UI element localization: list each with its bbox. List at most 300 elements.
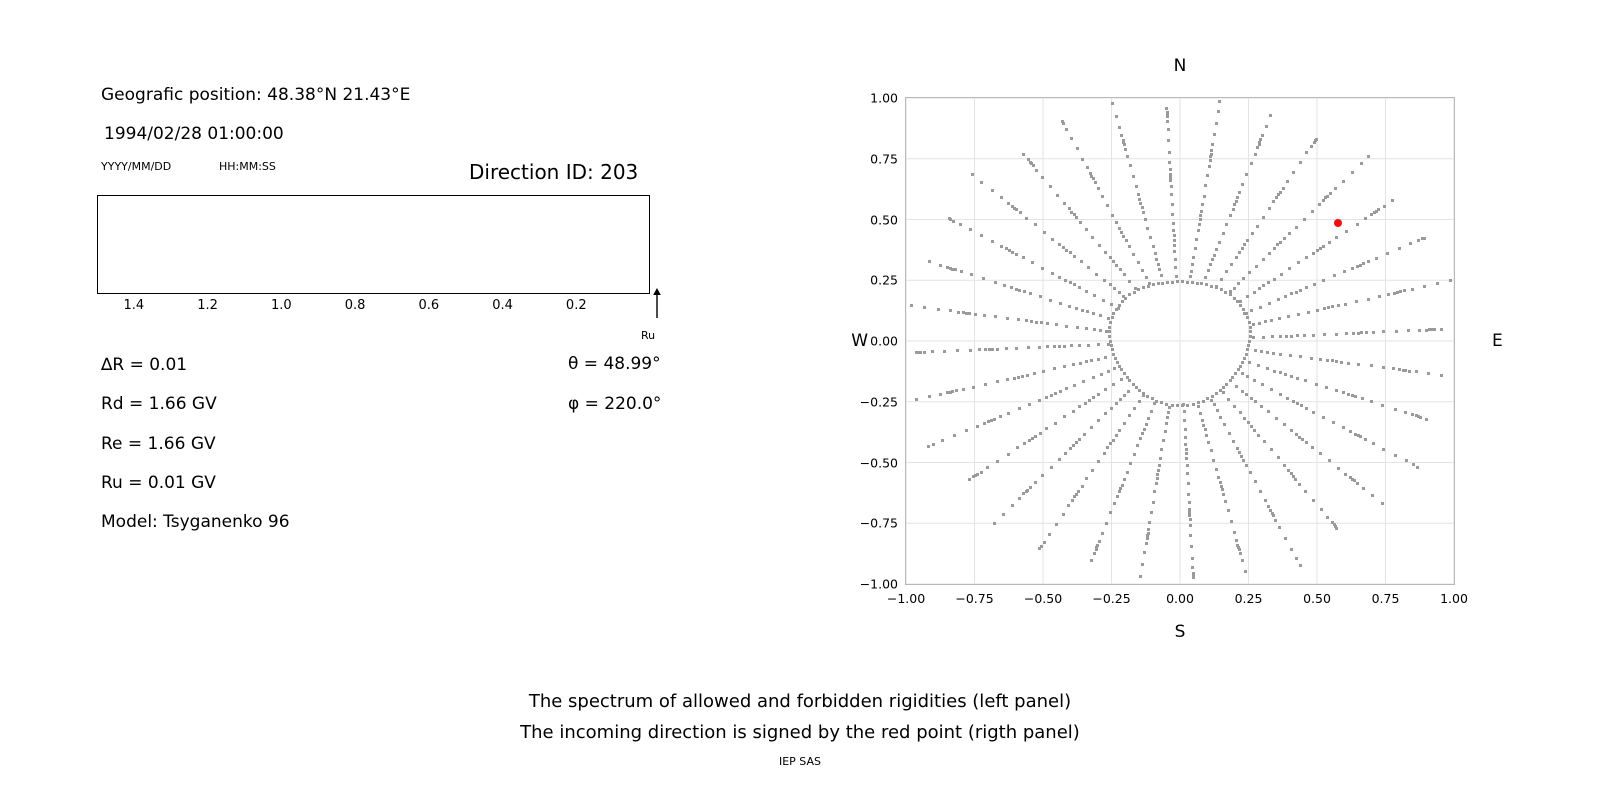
sky-map-direction-point — [1142, 286, 1145, 289]
sky-map-direction-point — [1392, 367, 1395, 370]
param-rd: Rd = 1.66 GV — [101, 394, 217, 414]
sky-map-direction-point — [1174, 266, 1177, 269]
sky-map-direction-point — [1205, 283, 1208, 286]
sky-map-direction-point — [1252, 323, 1255, 326]
sky-map-direction-point — [1331, 359, 1334, 362]
sky-map-direction-point — [1120, 134, 1123, 137]
sky-map-direction-point — [984, 348, 987, 351]
sky-map-direction-point — [1005, 247, 1008, 250]
sky-map-direction-point — [1154, 252, 1157, 255]
sky-map-direction-point — [1099, 314, 1102, 317]
sky-map-direction-point — [1250, 397, 1253, 400]
sky-map-direction-point — [1436, 282, 1439, 285]
param-ru: Ru = 0.01 GV — [101, 473, 216, 493]
sky-map-direction-point — [1215, 286, 1218, 289]
sky-map-direction-point — [1068, 207, 1071, 210]
sky-map-direction-point — [1109, 340, 1112, 343]
sky-map-x-tick: 0.25 — [1234, 591, 1263, 606]
sky-map-direction-point — [932, 443, 935, 446]
sky-map-direction-point — [1183, 419, 1186, 422]
sky-map-direction-point — [1404, 411, 1407, 414]
sky-map-direction-point — [1112, 383, 1115, 386]
sky-map-direction-point — [1115, 115, 1118, 118]
sky-map-direction-point — [923, 306, 926, 309]
sky-map-direction-point — [1382, 448, 1385, 451]
sky-map-direction-point — [957, 311, 960, 314]
sky-map-direction-point — [1267, 281, 1270, 284]
sky-map-direction-point — [1298, 483, 1301, 486]
sky-map-direction-point — [1043, 231, 1046, 234]
sky-map-direction-point — [1419, 416, 1422, 419]
direction-id-label: Direction ID: 203 — [469, 160, 639, 184]
sky-map-direction-point — [1069, 251, 1072, 254]
sky-map-direction-point — [1236, 447, 1239, 450]
param-phi: φ = 220.0° — [568, 394, 662, 414]
sky-map-direction-point — [1123, 478, 1126, 481]
sky-map-direction-point — [1349, 430, 1352, 433]
sky-map-direction-point — [1261, 383, 1264, 386]
sky-map-direction-point — [1133, 407, 1136, 410]
sky-map-direction-point — [1104, 251, 1107, 254]
sky-map-direction-point — [1176, 404, 1179, 407]
sky-map-direction-point — [1072, 410, 1075, 413]
sky-map-direction-point — [1305, 286, 1308, 289]
sky-map-direction-point — [1315, 383, 1318, 386]
sky-map-plot — [851, 56, 1503, 642]
sky-map-direction-point — [1322, 279, 1325, 282]
sky-map-direction-point — [1405, 459, 1408, 462]
sky-map-direction-point — [1335, 360, 1338, 363]
sky-map-x-tick: 0.00 — [1166, 591, 1194, 606]
sky-map-direction-point — [1146, 537, 1149, 540]
sky-map-direction-point — [1143, 428, 1146, 431]
sky-map-direction-point — [1296, 377, 1299, 380]
sky-map-direction-point — [1093, 294, 1096, 297]
sky-map-direction-point — [962, 388, 965, 391]
sky-map-direction-point — [1169, 176, 1172, 179]
sky-map-direction-point — [1192, 256, 1195, 259]
sky-map-direction-point — [1055, 523, 1058, 526]
sky-map-direction-point — [1247, 344, 1250, 347]
sky-map-direction-point — [1246, 316, 1249, 319]
sky-map-x-tick: 1.00 — [1440, 591, 1468, 606]
spectrum-x-tick: 0.6 — [418, 298, 440, 313]
sky-map-y-tick: −0.25 — [859, 394, 898, 410]
sky-map-direction-point — [1181, 280, 1184, 283]
sky-map-direction-point — [1236, 300, 1239, 303]
sky-map-direction-point — [1111, 214, 1114, 217]
sky-map-direction-point — [1062, 246, 1065, 249]
sky-map-x-tick: −0.25 — [1092, 591, 1131, 606]
sky-map-direction-point — [1241, 361, 1244, 364]
sky-map-direction-point — [1278, 317, 1281, 320]
sky-map-direction-point — [1344, 303, 1347, 306]
sky-map-direction-point — [1229, 379, 1232, 382]
sky-map-direction-point — [1250, 309, 1253, 312]
sky-map-direction-point — [1164, 430, 1167, 433]
sky-map-direction-point — [969, 228, 972, 231]
sky-map-direction-point — [999, 415, 1002, 418]
sky-map-direction-point — [1310, 145, 1313, 148]
sky-map-direction-point — [1408, 370, 1411, 373]
sky-map-direction-point — [1332, 421, 1335, 424]
sky-map-direction-point — [1208, 165, 1211, 168]
compass-south-label: S — [1174, 622, 1186, 642]
sky-map-direction-point — [1003, 284, 1006, 287]
sky-map-direction-point — [1075, 441, 1078, 444]
sky-map-direction-point — [1097, 419, 1100, 422]
sky-map-direction-point — [1124, 297, 1127, 300]
sky-map-direction-point — [1234, 372, 1237, 375]
caption — [0, 686, 1600, 748]
sky-map-direction-point — [1129, 462, 1132, 465]
sky-map-direction-point — [1118, 227, 1121, 230]
sky-map-direction-point — [1303, 218, 1306, 221]
sky-map-direction-point — [1070, 137, 1073, 140]
sky-map-direction-point — [1086, 310, 1089, 313]
sky-map-direction-point — [983, 314, 986, 317]
sky-map-direction-point — [1111, 348, 1114, 351]
sky-map-direction-point — [1157, 263, 1160, 266]
sky-map-direction-point — [1013, 377, 1016, 380]
sky-map-direction-point — [1304, 379, 1307, 382]
sky-map-direction-point — [1097, 393, 1100, 396]
sky-map-direction-point — [1112, 353, 1115, 356]
sky-map-direction-point — [1222, 391, 1225, 394]
sky-map-direction-point — [968, 312, 971, 315]
sky-map-direction-point — [1265, 125, 1268, 128]
rigidity-spectrum-x-axis — [97, 294, 650, 344]
sky-map-direction-point — [1351, 171, 1354, 174]
sky-map-direction-point — [939, 393, 942, 396]
sky-map-direction-point — [1170, 185, 1173, 188]
sky-map-direction-point — [1356, 223, 1359, 226]
sky-map-direction-point — [1029, 292, 1032, 295]
sky-map-direction-point — [1076, 326, 1079, 329]
sky-map-direction-point — [1356, 482, 1359, 485]
sky-map-direction-point — [1048, 533, 1051, 536]
sky-map-direction-point — [1215, 468, 1218, 471]
sky-map-y-tick: 0.25 — [870, 272, 898, 288]
sky-map-direction-point — [1267, 505, 1270, 508]
sky-map-direction-point — [1225, 383, 1228, 386]
sky-map-direction-point — [1211, 143, 1214, 146]
selected-direction-marker[interactable] — [1334, 219, 1342, 227]
sky-map-direction-point — [1320, 508, 1323, 511]
sky-map-direction-point — [1159, 457, 1162, 460]
sky-map-direction-point — [1367, 155, 1370, 158]
sky-map-direction-point — [1041, 474, 1044, 477]
sky-map-direction-point — [1191, 281, 1194, 284]
sky-map-direction-point — [1372, 331, 1375, 334]
sky-map-direction-point — [1145, 542, 1148, 545]
sky-map-direction-point — [1115, 434, 1118, 437]
sky-map-direction-point — [1173, 250, 1176, 253]
spectrum-x-tick: 1.2 — [197, 298, 218, 313]
sky-map-direction-point — [996, 380, 999, 383]
sky-map-direction-point — [1156, 477, 1159, 480]
sky-map-direction-point — [1433, 328, 1436, 331]
sky-map-direction-point — [1109, 442, 1112, 445]
sky-map-direction-point — [1128, 293, 1131, 296]
sky-map-direction-point — [1092, 376, 1095, 379]
sky-map-direction-point — [1245, 312, 1248, 315]
sky-map-direction-point — [1063, 202, 1066, 205]
sky-map-direction-point — [1217, 110, 1220, 113]
sky-map-direction-point — [1049, 185, 1052, 188]
sky-map-direction-point — [1329, 192, 1332, 195]
sky-map-direction-point — [962, 311, 965, 314]
sky-map-direction-point — [1340, 361, 1343, 364]
sky-map-direction-point — [1267, 410, 1270, 413]
sky-map-direction-point — [1236, 196, 1239, 199]
sky-map-direction-point — [1085, 477, 1088, 480]
sky-map-direction-point — [1123, 394, 1126, 397]
sky-map-direction-point — [1360, 162, 1363, 165]
sky-map-direction-point — [1184, 436, 1187, 439]
sky-map-direction-point — [1142, 211, 1145, 214]
sky-map-direction-point — [1277, 456, 1280, 459]
sky-map-direction-point — [1194, 247, 1197, 250]
sky-map-direction-point — [1092, 396, 1095, 399]
sky-map-direction-point — [1316, 309, 1319, 312]
sky-map-direction-point — [952, 220, 955, 223]
sky-map-direction-point — [1095, 273, 1098, 276]
sky-map-direction-point — [1290, 335, 1293, 338]
sky-map-direction-point — [1243, 357, 1246, 360]
sky-map-direction-point — [1045, 396, 1048, 399]
sky-map-direction-point — [1351, 394, 1354, 397]
sky-map-direction-point — [1218, 241, 1221, 244]
sky-map-direction-point — [1367, 260, 1370, 263]
sky-map-direction-point — [1015, 253, 1018, 256]
sky-map-direction-point — [1126, 155, 1129, 158]
left-panel — [0, 0, 760, 660]
sky-map-direction-point — [1262, 336, 1265, 339]
sky-map-direction-point — [1237, 282, 1240, 285]
sky-map-direction-point — [1283, 423, 1286, 426]
sky-map-direction-point — [1116, 495, 1119, 498]
param-theta: θ = 48.99° — [568, 354, 661, 374]
sky-map-direction-point — [1335, 527, 1338, 530]
sky-map-direction-point — [1160, 448, 1163, 451]
sky-map-direction-point — [1351, 267, 1354, 270]
sky-map-direction-point — [1299, 355, 1302, 358]
sky-map-direction-point — [1235, 200, 1238, 203]
sky-map-direction-point — [1279, 335, 1282, 338]
sky-map-direction-point — [1112, 439, 1115, 442]
sky-map-points — [906, 98, 1454, 584]
caption-line-2: The incoming direction is signed by the red point (rigth panel) — [520, 722, 1080, 743]
sky-map-direction-point — [1290, 375, 1293, 378]
sky-map-direction-point — [1325, 386, 1328, 389]
sky-map-direction-point — [1225, 270, 1228, 273]
sky-map-direction-point — [965, 312, 968, 315]
sky-map-direction-point — [1241, 372, 1244, 375]
sky-map-direction-point — [978, 348, 981, 351]
sky-map-direction-point — [1319, 358, 1322, 361]
sky-map-y-tick: −0.50 — [859, 455, 898, 470]
sky-map-direction-point — [1213, 133, 1216, 136]
sky-map-direction-point — [1135, 185, 1138, 188]
ru-marker-arrow-icon — [650, 288, 664, 318]
sky-map-direction-point — [1213, 403, 1216, 406]
sky-map-direction-point — [1311, 446, 1314, 449]
sky-map-direction-point — [1085, 228, 1088, 231]
sky-map-direction-point — [1254, 400, 1257, 403]
sky-map-direction-point — [1271, 335, 1274, 338]
sky-map-direction-point — [1103, 452, 1106, 455]
sky-map-direction-point — [1005, 347, 1008, 350]
sky-map-direction-point — [1050, 394, 1053, 397]
sky-map-direction-point — [1394, 454, 1397, 457]
sky-map-direction-point — [1099, 329, 1102, 332]
sky-map-direction-point — [1137, 288, 1140, 291]
sky-map-direction-point — [1195, 238, 1198, 241]
sky-map-direction-point — [1187, 493, 1190, 496]
sky-map-direction-point — [1423, 285, 1426, 288]
sky-map-direction-point — [1185, 452, 1188, 455]
sky-map-direction-point — [1273, 370, 1276, 373]
footer-credit: IEP SAS — [778, 755, 822, 768]
sky-map-direction-point — [1069, 281, 1072, 284]
sky-map-direction-point — [1122, 235, 1125, 238]
sky-map-direction-point — [1175, 275, 1178, 278]
datetime-label: 1994/02/28 01:00:00 — [104, 124, 284, 144]
sky-map-direction-point — [970, 273, 973, 276]
sky-map-direction-point — [1088, 399, 1091, 402]
sky-map-direction-point — [1138, 389, 1141, 392]
sky-map-direction-point — [1123, 422, 1126, 425]
sky-map-direction-point — [1220, 288, 1223, 291]
sky-map-direction-point — [1312, 411, 1315, 414]
sky-map-direction-point — [1008, 249, 1011, 252]
sky-map-direction-point — [1225, 223, 1228, 226]
sky-map-direction-point — [1145, 276, 1148, 279]
sky-map-direction-point — [1138, 198, 1141, 201]
sky-map-direction-point — [1092, 312, 1095, 315]
sky-map-direction-point — [1219, 389, 1222, 392]
sky-map-direction-point — [1026, 374, 1029, 377]
sky-map-direction-point — [1022, 256, 1025, 259]
sky-map-direction-point — [990, 419, 993, 422]
sky-map-direction-point — [931, 350, 934, 353]
sky-map-direction-point — [1218, 100, 1221, 103]
sky-map-direction-point — [1220, 278, 1223, 281]
sky-map-direction-point — [1141, 206, 1144, 209]
sky-map-direction-point — [1128, 245, 1131, 248]
sky-map-direction-point — [1244, 570, 1247, 573]
sky-map-direction-point — [1279, 393, 1282, 396]
sky-map-direction-point — [1232, 440, 1235, 443]
sky-map-direction-point — [980, 181, 983, 184]
sky-map-direction-point — [1378, 295, 1381, 298]
sky-map-direction-point — [1155, 258, 1158, 261]
sky-map-x-tick: 0.50 — [1303, 591, 1331, 606]
sky-map-direction-point — [1256, 146, 1259, 149]
sky-map-direction-point — [1399, 290, 1402, 293]
sky-map-direction-point — [1108, 335, 1111, 338]
sky-map-direction-point — [1253, 429, 1256, 432]
sky-map-direction-point — [1342, 391, 1345, 394]
sky-map-direction-point — [1064, 279, 1067, 282]
sky-map-direction-point — [1059, 390, 1062, 393]
sky-map-direction-point — [1115, 264, 1118, 267]
sky-map-direction-point — [1070, 211, 1073, 214]
sky-map-direction-point — [1176, 280, 1179, 283]
sky-map-direction-point — [1167, 411, 1170, 414]
sky-map-direction-point — [1022, 153, 1025, 156]
sky-map-direction-point — [969, 349, 972, 352]
sky-map-direction-point — [1283, 237, 1286, 240]
sky-map-direction-point — [1247, 421, 1250, 424]
sky-map-direction-point — [1382, 366, 1385, 369]
sky-map-direction-point — [1319, 452, 1322, 455]
sky-map-direction-point — [1126, 376, 1129, 379]
sky-map-direction-point — [1200, 210, 1203, 213]
sky-map-direction-point — [1031, 261, 1034, 264]
sky-map-direction-point — [1167, 139, 1170, 142]
sky-map-direction-point — [1221, 488, 1224, 491]
spectrum-x-tick: 0.2 — [565, 298, 587, 313]
sky-map-direction-point — [1215, 122, 1218, 125]
sky-map-direction-point — [1094, 181, 1097, 184]
sky-map-direction-point — [1097, 358, 1100, 361]
sky-map-direction-point — [1086, 166, 1089, 169]
sky-map-direction-point — [1386, 252, 1389, 255]
sky-map-direction-point — [1188, 514, 1191, 517]
sky-map-direction-point — [1200, 282, 1203, 285]
sky-map-direction-point — [923, 351, 926, 354]
sky-map-panel — [820, 40, 1580, 660]
spectrum-x-tick: 0.8 — [344, 298, 366, 313]
sky-map-direction-point — [1227, 509, 1230, 512]
sky-map-direction-point — [1328, 459, 1331, 462]
sky-map-direction-point — [1166, 281, 1169, 284]
sky-map-direction-point — [1307, 311, 1310, 314]
sky-map-direction-point — [1248, 321, 1251, 324]
sky-map-direction-point — [1277, 193, 1280, 196]
sky-map-direction-point — [1085, 327, 1088, 330]
sky-map-direction-point — [1305, 256, 1308, 259]
sky-map-direction-point — [1395, 330, 1398, 333]
sky-map-direction-point — [1189, 534, 1192, 537]
sky-map-direction-point — [1165, 403, 1168, 406]
sky-map-direction-point — [1147, 417, 1150, 420]
sky-map-direction-point — [1142, 392, 1145, 395]
sky-map-direction-point — [1127, 390, 1130, 393]
sky-map-direction-point — [1028, 403, 1031, 406]
param-model: Model: Tsyganenko 96 — [101, 512, 290, 532]
sky-map-direction-point — [1362, 262, 1365, 265]
sky-map-direction-point — [1266, 367, 1269, 370]
sky-map-direction-point — [943, 350, 946, 353]
sky-map-direction-point — [1215, 392, 1218, 395]
sky-map-direction-point — [1254, 153, 1257, 156]
sky-map-direction-point — [1042, 370, 1045, 373]
sky-map-direction-point — [1334, 187, 1337, 190]
sky-map-direction-point — [1157, 282, 1160, 285]
sky-map-direction-point — [1000, 245, 1003, 248]
sky-map-direction-point — [1033, 372, 1036, 375]
sky-map-direction-point — [1116, 361, 1119, 364]
sky-map-direction-point — [972, 386, 975, 389]
sky-map-direction-point — [1170, 193, 1173, 196]
sky-map-direction-point — [1197, 401, 1200, 404]
sky-map-direction-point — [1151, 397, 1154, 400]
sky-map-direction-point — [1055, 323, 1058, 326]
sky-map-direction-point — [1331, 305, 1334, 308]
